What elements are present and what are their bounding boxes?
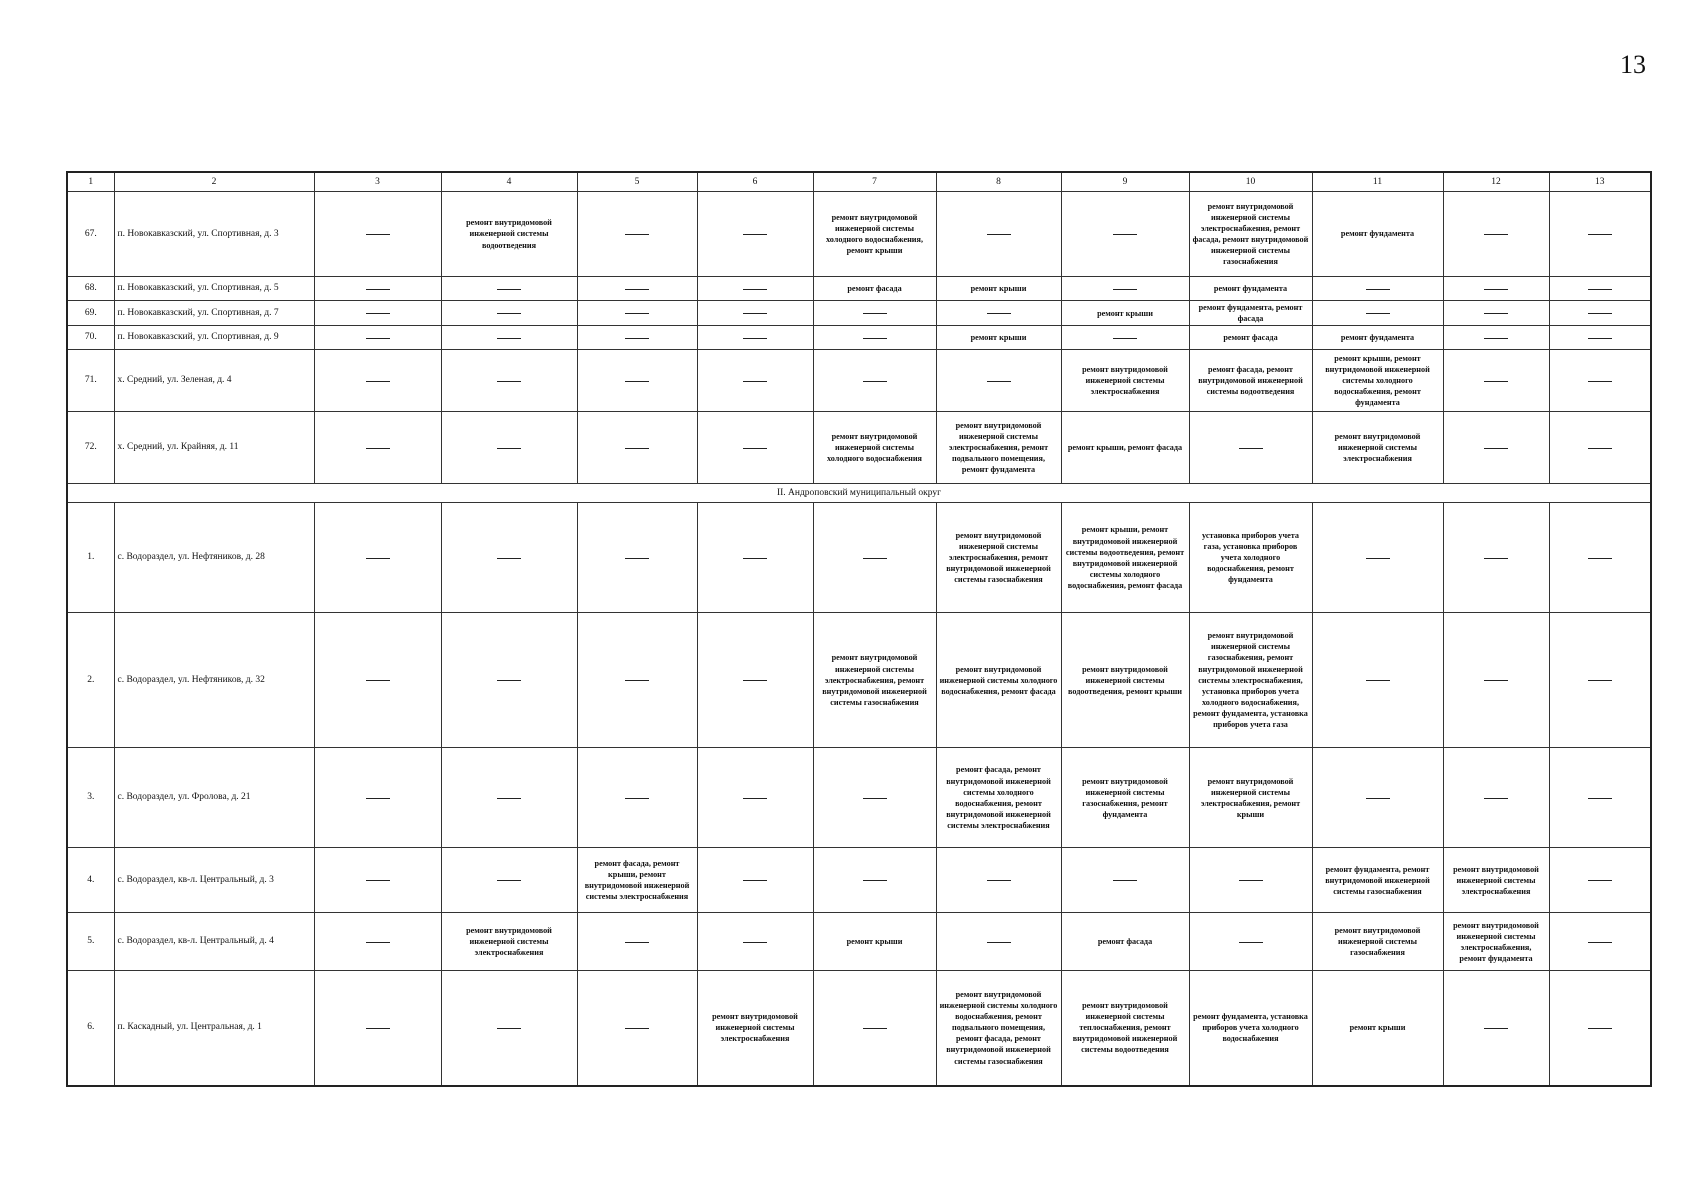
empty-cell <box>1549 326 1651 350</box>
dash-mark <box>366 942 390 943</box>
dash-mark <box>743 942 767 943</box>
dash-mark <box>366 381 390 382</box>
empty-cell <box>1312 503 1443 613</box>
empty-cell <box>577 613 697 748</box>
work-type-cell: ремонт внутридомовой инженерной системы газоснабжения, ремонт внутридомовой инженерной системы электроснабжения, установка приборов учета холодного водоснабжения, ремонт фундамента, установка приборов учета газа <box>1189 613 1312 748</box>
row-number: 5. <box>67 913 114 971</box>
work-type-cell: ремонт крыши <box>1312 971 1443 1086</box>
dash-mark <box>987 880 1011 881</box>
address-cell: с. Водораздел, ул. Нефтяников, д. 28 <box>114 503 314 613</box>
work-type-cell: ремонт фундамента <box>1312 192 1443 277</box>
dash-mark <box>863 313 887 314</box>
dash-mark <box>1588 289 1612 290</box>
work-type-cell: ремонт крыши, ремонт фасада <box>1061 412 1189 484</box>
work-type-cell: ремонт внутридомовой инженерной системы электроснабжения <box>441 913 577 971</box>
work-type-cell: ремонт фасада <box>813 277 936 301</box>
dash-mark <box>1239 448 1263 449</box>
dash-mark <box>987 313 1011 314</box>
dash-mark <box>1588 381 1612 382</box>
column-number: 3 <box>314 172 441 192</box>
empty-cell <box>577 971 697 1086</box>
dash-mark <box>366 313 390 314</box>
dash-mark <box>1366 558 1390 559</box>
dash-mark <box>366 234 390 235</box>
dash-mark <box>743 234 767 235</box>
dash-mark <box>863 1028 887 1029</box>
dash-mark <box>625 558 649 559</box>
dash-mark <box>625 289 649 290</box>
empty-cell <box>1443 503 1549 613</box>
dash-mark <box>625 234 649 235</box>
dash-mark <box>1588 234 1612 235</box>
address-cell: п. Новокавказский, ул. Спортивная, д. 9 <box>114 326 314 350</box>
work-type-cell: ремонт внутридомовой инженерной системы водоотведения, ремонт крыши <box>1061 613 1189 748</box>
section-title: II. Андроповский муниципальный округ <box>67 484 1651 503</box>
address-cell: х. Средний, ул. Крайняя, д. 11 <box>114 412 314 484</box>
empty-cell <box>577 192 697 277</box>
work-type-cell: ремонт фундамента <box>1189 277 1312 301</box>
row-number: 6. <box>67 971 114 1086</box>
empty-cell <box>1189 412 1312 484</box>
empty-cell <box>1061 326 1189 350</box>
dash-mark <box>1366 680 1390 681</box>
work-type-cell: ремонт внутридомовой инженерной системы электроснабжения, ремонт крыши <box>1189 748 1312 848</box>
empty-cell <box>1549 613 1651 748</box>
column-number: 4 <box>441 172 577 192</box>
empty-cell <box>441 326 577 350</box>
dash-mark <box>625 942 649 943</box>
empty-cell <box>441 848 577 913</box>
empty-cell <box>1189 848 1312 913</box>
dash-mark <box>1366 289 1390 290</box>
work-type-cell: ремонт крыши <box>936 326 1061 350</box>
work-type-cell: ремонт внутридомовой инженерной системы водоотведения <box>441 192 577 277</box>
work-type-cell: ремонт внутридомовой инженерной системы электроснабжения, ремонт внутридомовой инженерной системы газоснабжения <box>813 613 936 748</box>
dash-mark <box>497 448 521 449</box>
empty-cell <box>697 613 813 748</box>
work-type-cell: ремонт внутридомовой инженерной системы холодного водоснабжения, ремонт крыши <box>813 192 936 277</box>
empty-cell <box>1549 748 1651 848</box>
dash-mark <box>366 448 390 449</box>
table-row <box>67 350 1651 412</box>
empty-cell <box>314 301 441 326</box>
row-number: 3. <box>67 748 114 848</box>
work-type-cell: ремонт крыши <box>936 277 1061 301</box>
work-type-cell: ремонт внутридомовой инженерной системы газоснабжения <box>1312 913 1443 971</box>
table-row <box>67 412 1651 484</box>
table-row <box>67 848 1651 913</box>
empty-cell <box>697 277 813 301</box>
empty-cell <box>813 971 936 1086</box>
empty-cell <box>314 848 441 913</box>
dash-mark <box>1113 338 1137 339</box>
work-type-cell: ремонт фасада <box>1061 913 1189 971</box>
empty-cell <box>1312 748 1443 848</box>
dash-mark <box>366 1028 390 1029</box>
empty-cell <box>441 412 577 484</box>
empty-cell <box>577 503 697 613</box>
dash-mark <box>497 558 521 559</box>
column-number-row <box>67 172 1651 192</box>
work-type-cell: ремонт внутридомовой инженерной системы электроснабжения, ремонт подвального помещения, ремонт фундамента <box>936 412 1061 484</box>
dash-mark <box>1484 338 1508 339</box>
work-type-cell: ремонт крыши <box>813 913 936 971</box>
empty-cell <box>577 326 697 350</box>
column-number: 13 <box>1549 172 1651 192</box>
empty-cell <box>1312 613 1443 748</box>
dash-mark <box>625 338 649 339</box>
dash-mark <box>1366 798 1390 799</box>
dash-mark <box>1484 313 1508 314</box>
empty-cell <box>1443 301 1549 326</box>
work-type-cell: ремонт внутридомовой инженерной системы холодного водоснабжения, ремонт подвального помещения, ремонт фасада, ремонт внутридомовой инженерной системы газоснабжения <box>936 971 1061 1086</box>
table-row <box>67 326 1651 350</box>
work-type-cell: ремонт внутридомовой инженерной системы электроснабжения <box>1312 412 1443 484</box>
column-number: 6 <box>697 172 813 192</box>
dash-mark <box>1484 558 1508 559</box>
dash-mark <box>863 381 887 382</box>
dash-mark <box>497 880 521 881</box>
empty-cell <box>441 971 577 1086</box>
dash-mark <box>1588 313 1612 314</box>
empty-cell <box>936 301 1061 326</box>
empty-cell <box>314 326 441 350</box>
empty-cell <box>1189 913 1312 971</box>
dash-mark <box>1588 880 1612 881</box>
column-number: 5 <box>577 172 697 192</box>
empty-cell <box>697 192 813 277</box>
table-row <box>67 277 1651 301</box>
empty-cell <box>314 192 441 277</box>
row-number: 68. <box>67 277 114 301</box>
empty-cell <box>936 192 1061 277</box>
empty-cell <box>1443 277 1549 301</box>
column-number: 12 <box>1443 172 1549 192</box>
dash-mark <box>987 942 1011 943</box>
empty-cell <box>813 503 936 613</box>
empty-cell <box>1549 503 1651 613</box>
empty-cell <box>1549 848 1651 913</box>
empty-cell <box>1443 412 1549 484</box>
dash-mark <box>743 289 767 290</box>
dash-mark <box>366 880 390 881</box>
empty-cell <box>1443 192 1549 277</box>
empty-cell <box>441 301 577 326</box>
dash-mark <box>1484 234 1508 235</box>
dash-mark <box>625 381 649 382</box>
empty-cell <box>1312 277 1443 301</box>
row-number: 4. <box>67 848 114 913</box>
address-cell: п. Новокавказский, ул. Спортивная, д. 3 <box>114 192 314 277</box>
dash-mark <box>497 338 521 339</box>
empty-cell <box>1443 326 1549 350</box>
dash-mark <box>1484 680 1508 681</box>
dash-mark <box>366 289 390 290</box>
dash-mark <box>743 798 767 799</box>
work-type-cell: ремонт внутридомовой инженерной системы электроснабжения <box>1443 848 1549 913</box>
dash-mark <box>743 313 767 314</box>
empty-cell <box>1443 350 1549 412</box>
work-type-cell: ремонт крыши <box>1061 301 1189 326</box>
empty-cell <box>314 613 441 748</box>
dash-mark <box>625 448 649 449</box>
work-type-cell: ремонт фундамента, ремонт внутридомовой инженерной системы газоснабжения <box>1312 848 1443 913</box>
empty-cell <box>314 913 441 971</box>
row-number: 71. <box>67 350 114 412</box>
dash-mark <box>1588 1028 1612 1029</box>
row-number: 2. <box>67 613 114 748</box>
dash-mark <box>1484 289 1508 290</box>
empty-cell <box>1443 748 1549 848</box>
column-number: 9 <box>1061 172 1189 192</box>
empty-cell <box>1061 277 1189 301</box>
work-type-cell: ремонт внутридомовой инженерной системы электроснабжения, ремонт внутридомовой инженерной системы газоснабжения <box>936 503 1061 613</box>
empty-cell <box>697 301 813 326</box>
empty-cell <box>314 503 441 613</box>
empty-cell <box>577 748 697 848</box>
work-type-cell: ремонт внутридомовой инженерной системы теплоснабжения, ремонт внутридомовой инженерной системы водоотведения <box>1061 971 1189 1086</box>
empty-cell <box>441 277 577 301</box>
row-number: 1. <box>67 503 114 613</box>
work-type-cell: ремонт фасада, ремонт внутридомовой инженерной системы водоотведения <box>1189 350 1312 412</box>
empty-cell <box>577 301 697 326</box>
dash-mark <box>1366 313 1390 314</box>
address-cell: с. Водораздел, ул. Фролова, д. 21 <box>114 748 314 848</box>
empty-cell <box>314 277 441 301</box>
empty-cell <box>1061 848 1189 913</box>
work-type-cell: ремонт крыши, ремонт внутридомовой инженерной системы водоотведения, ремонт внутридомовой инженерной системы холодного водоснабжения, ремонт фасада <box>1061 503 1189 613</box>
dash-mark <box>1588 942 1612 943</box>
column-number: 10 <box>1189 172 1312 192</box>
empty-cell <box>1549 913 1651 971</box>
empty-cell <box>697 848 813 913</box>
column-number: 11 <box>1312 172 1443 192</box>
dash-mark <box>1239 880 1263 881</box>
work-type-cell: ремонт внутридомовой инженерной системы холодного водоснабжения <box>813 412 936 484</box>
dash-mark <box>1113 880 1137 881</box>
empty-cell <box>577 913 697 971</box>
dash-mark <box>1484 1028 1508 1029</box>
column-number: 7 <box>813 172 936 192</box>
table-row <box>67 301 1651 326</box>
empty-cell <box>697 913 813 971</box>
empty-cell <box>1549 301 1651 326</box>
table-row <box>67 748 1651 848</box>
address-cell: с. Водораздел, кв-л. Центральный, д. 4 <box>114 913 314 971</box>
dash-mark <box>497 289 521 290</box>
row-number: 70. <box>67 326 114 350</box>
column-number: 2 <box>114 172 314 192</box>
dash-mark <box>743 680 767 681</box>
dash-mark <box>366 680 390 681</box>
empty-cell <box>936 350 1061 412</box>
dash-mark <box>863 880 887 881</box>
row-number: 69. <box>67 301 114 326</box>
dash-mark <box>1113 289 1137 290</box>
empty-cell <box>314 971 441 1086</box>
work-type-cell: ремонт фундамента, ремонт фасада <box>1189 301 1312 326</box>
dash-mark <box>497 798 521 799</box>
dash-mark <box>863 798 887 799</box>
page-number: 13 <box>1620 50 1646 79</box>
dash-mark <box>743 558 767 559</box>
dash-mark <box>1588 680 1612 681</box>
work-type-cell: ремонт внутридомовой инженерной системы электроснабжения <box>697 971 813 1086</box>
dash-mark <box>1239 942 1263 943</box>
empty-cell <box>813 748 936 848</box>
empty-cell <box>1061 192 1189 277</box>
empty-cell <box>697 350 813 412</box>
empty-cell <box>813 301 936 326</box>
empty-cell <box>314 412 441 484</box>
dash-mark <box>1588 798 1612 799</box>
address-cell: с. Водораздел, ул. Нефтяников, д. 32 <box>114 613 314 748</box>
dash-mark <box>743 381 767 382</box>
row-number: 72. <box>67 412 114 484</box>
dash-mark <box>987 381 1011 382</box>
empty-cell <box>441 748 577 848</box>
dash-mark <box>743 338 767 339</box>
dash-mark <box>366 558 390 559</box>
empty-cell <box>813 350 936 412</box>
dash-mark <box>497 680 521 681</box>
work-type-cell: ремонт фасада, ремонт крыши, ремонт внутридомовой инженерной системы электроснабжения <box>577 848 697 913</box>
work-type-cell: ремонт фундамента, установка приборов учета холодного водоснабжения <box>1189 971 1312 1086</box>
dash-mark <box>625 1028 649 1029</box>
empty-cell <box>697 412 813 484</box>
address-cell: х. Средний, ул. Зеленая, д. 4 <box>114 350 314 412</box>
empty-cell <box>697 748 813 848</box>
empty-cell <box>314 350 441 412</box>
dash-mark <box>1588 338 1612 339</box>
empty-cell <box>1443 613 1549 748</box>
empty-cell <box>1549 412 1651 484</box>
work-type-cell: установка приборов учета газа, установка приборов учета холодного водоснабжения, ремонт фундамента <box>1189 503 1312 613</box>
section-header-row <box>67 484 1651 503</box>
dash-mark <box>1588 448 1612 449</box>
work-type-cell: ремонт фундамента <box>1312 326 1443 350</box>
dash-mark <box>987 234 1011 235</box>
column-number: 8 <box>936 172 1061 192</box>
address-cell: с. Водораздел, кв-л. Центральный, д. 3 <box>114 848 314 913</box>
dash-mark <box>1113 234 1137 235</box>
empty-cell <box>314 748 441 848</box>
table-row <box>67 503 1651 613</box>
dash-mark <box>863 338 887 339</box>
dash-mark <box>366 338 390 339</box>
dash-mark <box>625 680 649 681</box>
empty-cell <box>697 326 813 350</box>
row-number: 67. <box>67 192 114 277</box>
table-row <box>67 192 1651 277</box>
address-cell: п. Новокавказский, ул. Спортивная, д. 7 <box>114 301 314 326</box>
empty-cell <box>1443 971 1549 1086</box>
dash-mark <box>1588 558 1612 559</box>
empty-cell <box>1549 277 1651 301</box>
dash-mark <box>366 798 390 799</box>
empty-cell <box>813 326 936 350</box>
work-type-cell: ремонт фасада, ремонт внутридомовой инженерной системы холодного водоснабжения, ремонт внутридомовой инженерной системы электроснабжения <box>936 748 1061 848</box>
dash-mark <box>743 448 767 449</box>
dash-mark <box>863 558 887 559</box>
address-cell: п. Новокавказский, ул. Спортивная, д. 5 <box>114 277 314 301</box>
empty-cell <box>441 613 577 748</box>
dash-mark <box>1484 798 1508 799</box>
empty-cell <box>441 503 577 613</box>
work-type-cell: ремонт фасада <box>1189 326 1312 350</box>
work-type-cell: ремонт крыши, ремонт внутридомовой инженерной системы холодного водоснабжения, ремонт фундамента <box>1312 350 1443 412</box>
dash-mark <box>743 880 767 881</box>
dash-mark <box>1484 448 1508 449</box>
table-row <box>67 613 1651 748</box>
dash-mark <box>497 313 521 314</box>
empty-cell <box>1549 192 1651 277</box>
empty-cell <box>1549 971 1651 1086</box>
empty-cell <box>936 913 1061 971</box>
empty-cell <box>577 350 697 412</box>
table-row <box>67 971 1651 1086</box>
address-cell: п. Каскадный, ул. Центральная, д. 1 <box>114 971 314 1086</box>
empty-cell <box>813 848 936 913</box>
repair-schedule-table <box>66 171 1652 1087</box>
table-row <box>67 913 1651 971</box>
empty-cell <box>1312 301 1443 326</box>
dash-mark <box>497 381 521 382</box>
empty-cell <box>697 503 813 613</box>
dash-mark <box>497 1028 521 1029</box>
work-type-cell: ремонт внутридомовой инженерной системы газоснабжения, ремонт фундамента <box>1061 748 1189 848</box>
empty-cell <box>936 848 1061 913</box>
dash-mark <box>1484 381 1508 382</box>
work-type-cell: ремонт внутридомовой инженерной системы электроснабжения, ремонт фасада, ремонт внутридомовой инженерной системы газоснабжения <box>1189 192 1312 277</box>
work-type-cell: ремонт внутридомовой инженерной системы холодного водоснабжения, ремонт фасада <box>936 613 1061 748</box>
empty-cell <box>1549 350 1651 412</box>
dash-mark <box>625 798 649 799</box>
empty-cell <box>577 412 697 484</box>
empty-cell <box>441 350 577 412</box>
empty-cell <box>577 277 697 301</box>
dash-mark <box>625 313 649 314</box>
work-type-cell: ремонт внутридомовой инженерной системы электроснабжения <box>1061 350 1189 412</box>
column-number: 1 <box>67 172 114 192</box>
work-type-cell: ремонт внутридомовой инженерной системы электроснабжения, ремонт фундамента <box>1443 913 1549 971</box>
